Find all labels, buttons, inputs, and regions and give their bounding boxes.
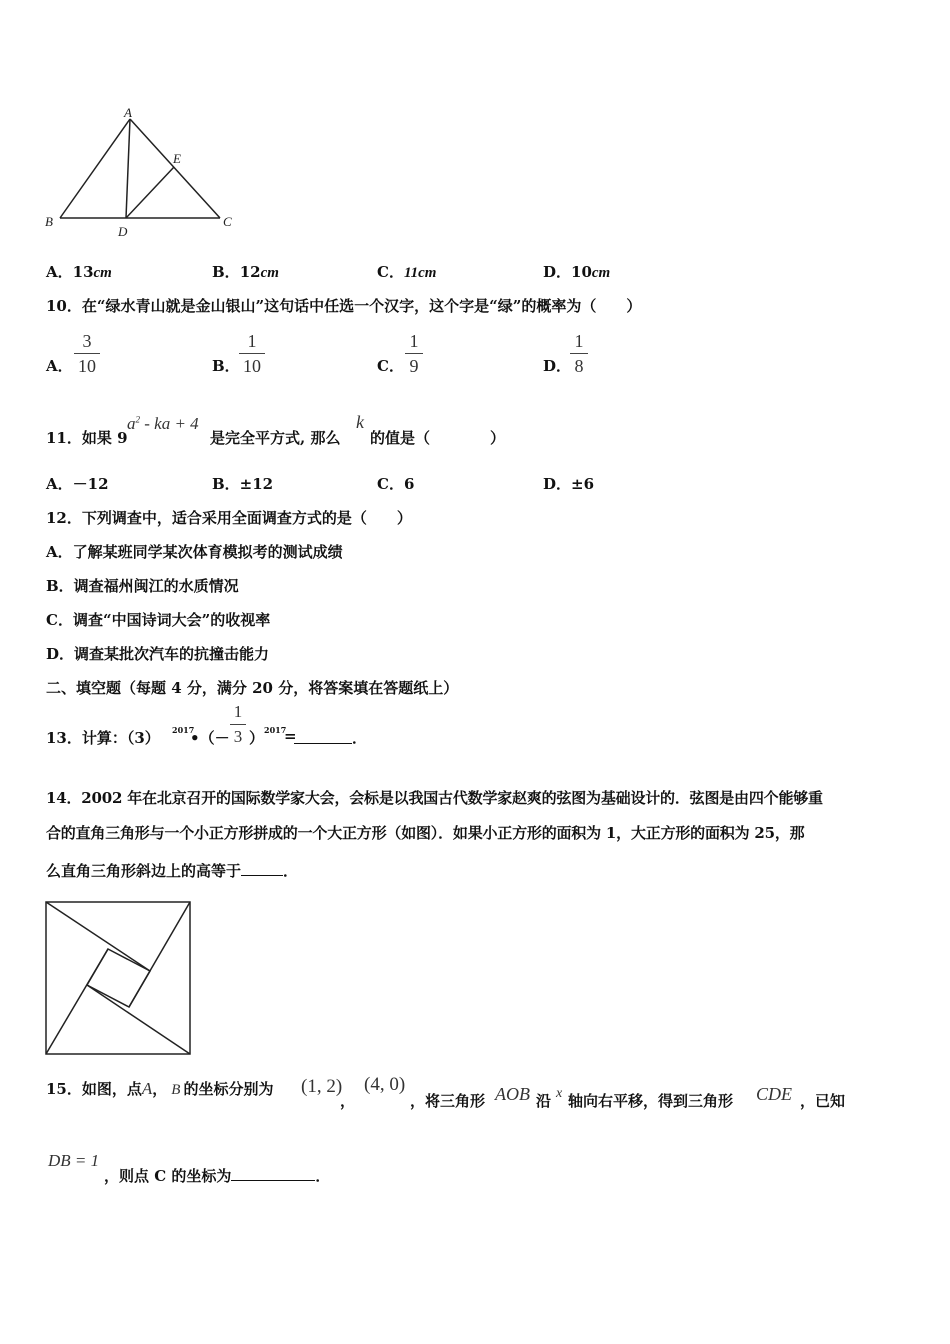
q15-text-3: 轴向右平移，得到三角形 xyxy=(568,1092,734,1110)
vertex-e-label: E xyxy=(173,151,181,166)
q11-suffix: 的值是（ ） xyxy=(370,429,506,447)
q10-option-b-letter: B． xyxy=(212,357,240,375)
vertex-a-label: A xyxy=(124,105,132,120)
q15-aob: AOB xyxy=(495,1084,530,1104)
q14-line-3: 么直角三角形斜边上的高等于 ． xyxy=(46,862,299,880)
q9-option-d: D．10cm xyxy=(543,263,611,281)
q13-fraction: 1 3 xyxy=(230,701,246,748)
vertex-c-label: C xyxy=(223,214,232,229)
q11-option-d: D．±6 xyxy=(543,475,595,493)
q9-option-a: A．13cm xyxy=(46,263,112,281)
q11-option-c: C．6 xyxy=(377,475,415,493)
triangle-figure xyxy=(40,105,240,245)
chord-diagram-figure xyxy=(44,899,194,1057)
q14-line-1: 14．2002 年在北京召开的国际数学家大会，会标是以我国古代数学家赵爽的弦图为基础设计的．弦图是由四个能够重 xyxy=(46,789,823,807)
q9-option-b: B．12cm xyxy=(212,263,279,281)
q15-db-equation: DB = 1 xyxy=(48,1151,100,1170)
q10-option-c-letter: C． xyxy=(377,357,404,375)
q13-dot: •（－ xyxy=(190,729,230,747)
q12-stem: 12．下列调查中，适合采用全面调查方式的是（ ） xyxy=(46,509,412,527)
q15-cde: CDE xyxy=(756,1084,792,1104)
q15-along: 沿 xyxy=(536,1092,552,1110)
q15-line-2: ，则点 C 的坐标为 ． xyxy=(104,1167,331,1185)
q11-option-a: A．－12 xyxy=(46,475,109,493)
q10-option-b-fraction: 1 10 xyxy=(239,330,265,377)
q15-point-1: (1, 2) xyxy=(301,1076,343,1097)
q10-stem: 10．在“绿水青山就是金山银山”这句话中任选一个汉字，这个字是“绿”的概率为（ ） xyxy=(46,297,642,315)
q14-line-2: 合的直角三角形与一个小正方形拼成的一个大正方形（如图）．如果小正方形的面积为 1，大正方形的面积为 25，那 xyxy=(46,824,805,842)
q15-x: x xyxy=(556,1086,563,1101)
q13-exponent-2: 2017 xyxy=(264,725,287,735)
q10-option-c-fraction: 1 9 xyxy=(405,330,423,377)
q12-option-d: D．调查某批次汽车的抗撞击能力 xyxy=(46,645,270,663)
q11-prefix: 11．如果 9 xyxy=(46,429,128,447)
q12-option-c: C．调查“中国诗词大会”的收视率 xyxy=(46,611,271,629)
q10-option-a-letter: A． xyxy=(46,357,73,375)
q12-option-b: B．调查福州闽江的水质情况 xyxy=(46,577,239,595)
q11-mid: 是完全平方式, 那么 xyxy=(210,429,341,447)
q15-comma-2: ， xyxy=(340,1092,356,1110)
vertex-b-label: B xyxy=(45,214,53,229)
q10-option-a-fraction: 3 10 xyxy=(74,330,100,377)
q12-option-a: A．了解某班同学某次体育模拟考的测试成绩 xyxy=(46,543,343,561)
vertex-d-label: D xyxy=(118,224,128,239)
q15-point-2: (4, 0) xyxy=(364,1074,406,1095)
q13-equals: = xyxy=(284,727,297,745)
q11-option-b: B．±12 xyxy=(212,475,274,493)
q11-expression: $a^2$ - ka + 4 xyxy=(127,414,199,433)
q15-text-4: ，已知 xyxy=(800,1092,846,1110)
q10-option-d-fraction: 1 8 xyxy=(570,330,588,377)
q15-text-2: ，将三角形 xyxy=(410,1092,486,1110)
q13-exponent-1: 2017 xyxy=(172,725,195,735)
q13-end: ． xyxy=(352,729,368,747)
q13-close: ） xyxy=(249,729,265,747)
q15-line-1: 15．如图，点A， B 的坐标分别为 xyxy=(46,1079,274,1098)
q11-k: k xyxy=(356,412,364,432)
q9-option-c: C．11cm xyxy=(377,263,437,281)
q10-option-d-letter: D． xyxy=(543,357,572,375)
q13-prefix: 13．计算：（3） xyxy=(46,729,160,747)
section-heading: 二、填空题（每题 4 分，满分 20 分，将答案填在答题纸上） xyxy=(46,679,459,697)
q13-answer-blank xyxy=(294,727,352,748)
